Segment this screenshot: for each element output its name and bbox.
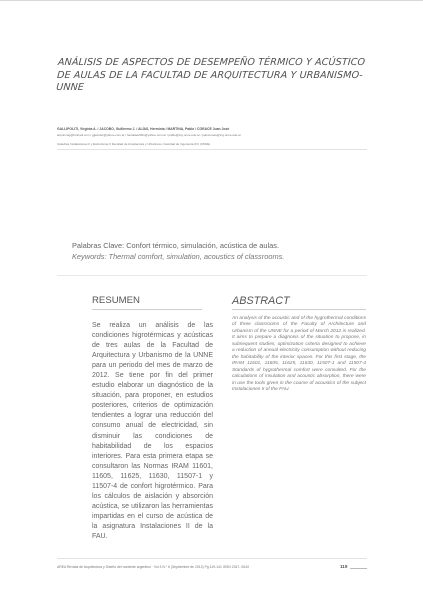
paper-title: ANÁLISIS DE ASPECTOS DE DESEMPEÑO TÉRMICO Y ACÚSTICO DE AULAS DE LA FACULTAD DE ARQUITECTURA Y URBANISMO-UNNE: [55, 57, 366, 93]
journal-footer: AREA Revista de Arquitectura y Diseño del nordeste argentino · Vol 3 N.° 6 (Septiembre de 2013) Pg.119-141 ISSN 2347- 064X: [57, 565, 250, 569]
resumen-text: Se realiza un análisis de las condiciones higrotérmicas y acústicas de tres aulas de la Facultad de Arquitectura y Urbanismo de la UNNE para un periodo del mes de marzo de 2012. Se tiene por fin del primer estudio elaborar un diagnóstico de la situación, para proponer, en estudios posteriores, criterios de optimización tendientes a lograr una reducción del consumo anual de electricidad, sin disminuir las condiciones de habitabilidad de los espacios interiores. Para esta primera etapa se consultaron las Normas IRAM 11601, 11605, 11625, 11630, 11507-1 y 11507-4 de confort higrotérmico. Para los cálculos de aislación y absorción acústica, se utilizaron las herramientas impartidas en el curso de acústica de la asignatura Instalaciones II de la FAU.: [92, 322, 213, 540]
page-number: 119: [340, 564, 348, 569]
keywords-english: Keywords: Thermal comfort, simulation, acoustics of classrooms.: [72, 252, 285, 261]
page-number-rule: [350, 568, 367, 569]
keywords-divider: [57, 275, 367, 276]
resumen-heading: RESUMEN: [92, 295, 202, 310]
abstract-column: [232, 295, 366, 393]
abstract-heading: ABSTRACT: [232, 295, 366, 310]
resumen-column: [92, 295, 213, 542]
footer-divider: [57, 558, 367, 559]
author-list: GALLIPOLITI, Virginia A. / JACOBO, Guillermo J. / ALÍAS, Herminia / MARTINA, Pablo / CORACE Juan José: [57, 127, 230, 131]
abstract-text: An analysis of the acoustic and of the hygrothermal conditions of three classrooms of the Faculty of Architecture and Urbanism of the UNNE for a period of March 2012 is realized. It aims to prepare a diagnosis of the situation to propose, in subsequent studies, optimization criteria designed to achieve a reduction of annual electricity consumption without reducing the habitability of the interior spaces. For this first stage, the IRAM 11601, 11605, 11625, 11630, 11507-1 and 11507-4 Standards of hygrothermal comfort were consulted. For the calculations of insulation and acoustic absorption, there were in use the tools given in the course of acoustics of the subject Instalaciones II of the FAU.: [232, 316, 366, 392]
author-affiliation: Cátedras Instalaciones II y Estructuras II Facultad de Arquitectura y Urbanismo, Facultad de Ingeniería (FI) (UNNE): [57, 142, 211, 146]
author-emails: arqvirmag@hotmail.com / gjjacobo@yahoo.com.ar / herialias2001@yahoo.com.ar / pablo@ing.unne.edu.ar / juancorace@ing.unne.edu.ar: [57, 133, 241, 137]
header-divider: [57, 149, 367, 150]
keywords-spanish: Palabras Clave: Confort térmico, simulación, acústica de aulas.: [72, 241, 280, 250]
